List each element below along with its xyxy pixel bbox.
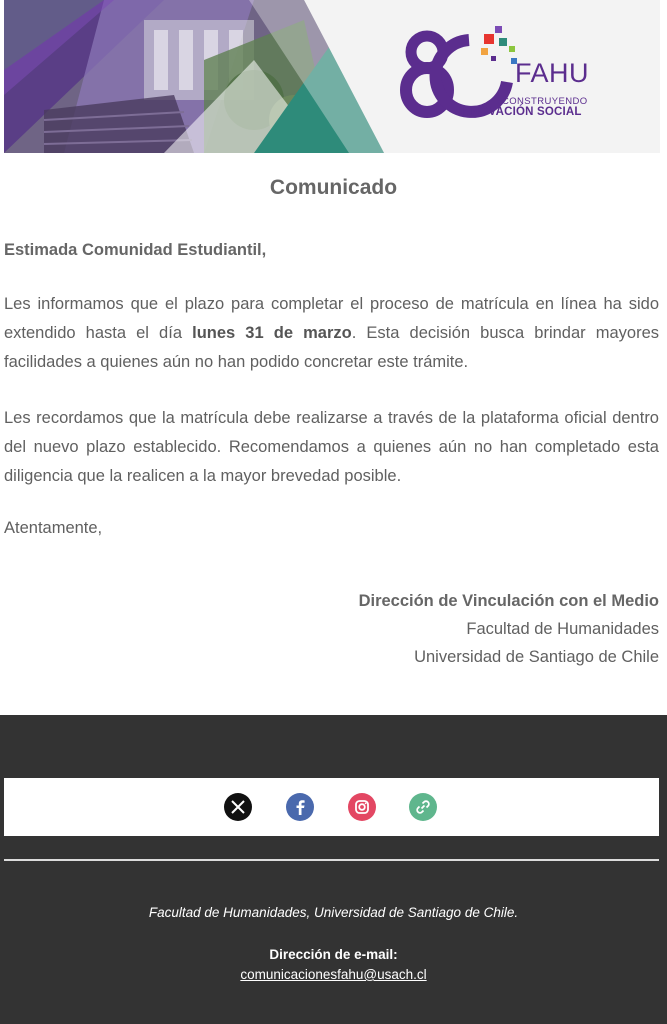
social-links-bar — [4, 778, 659, 836]
message-paragraph-2: Les recordamos que la matrícula debe realizarse a través de la plataforma oficial dentro del nuevo plazo establecido. Recomendamos a quienes aún no han completado esta diligencia que la realicen a la mayor brevedad posible. — [4, 409, 659, 485]
link-icon[interactable] — [409, 793, 437, 821]
message-title: Comunicado — [269, 176, 398, 199]
footer-email-link[interactable]: comunicacionesfahu@usach.cl — [240, 967, 427, 982]
signature-department: Dirección de Vinculación con el Medio — [358, 592, 659, 610]
instagram-icon[interactable] — [348, 793, 376, 821]
footer-divider — [4, 859, 659, 861]
facebook-icon[interactable] — [286, 793, 314, 821]
footer-email-label: Dirección de e-mail: — [269, 947, 398, 962]
x-icon[interactable] — [224, 793, 252, 821]
signature-faculty: Facultad de Humanidades — [466, 620, 659, 638]
footer — [0, 715, 667, 1024]
signature-university: Universidad de Santiago de Chile — [414, 648, 659, 666]
logo-fahu-text: FAHU — [515, 58, 590, 88]
logo-tagline-line1: CONSTRUYENDO — [502, 96, 588, 107]
message-closing: Atentamente, — [4, 519, 103, 537]
message-greeting: Estimada Comunidad Estudiantil, — [4, 241, 267, 259]
paragraph-1-end: . Esta decisión busca brindar mayores facilidades a quienes aún no han podido concretar este trámite. — [4, 324, 660, 371]
header-banner — [4, 0, 660, 153]
footer-faculty-text: Facultad de Humanidades, Universidad de Santiago de Chile. — [148, 905, 519, 920]
logo-tagline-line2: INNOVACIÓN SOCIAL — [459, 106, 582, 118]
paragraph-1-start: Les informamos que el plazo para completar el proceso de matrícula en línea ha sido extendido hasta el día — [4, 295, 659, 342]
deadline-date: lunes 31 de marzo — [192, 324, 352, 342]
message-paragraph-1 — [4, 290, 659, 377]
